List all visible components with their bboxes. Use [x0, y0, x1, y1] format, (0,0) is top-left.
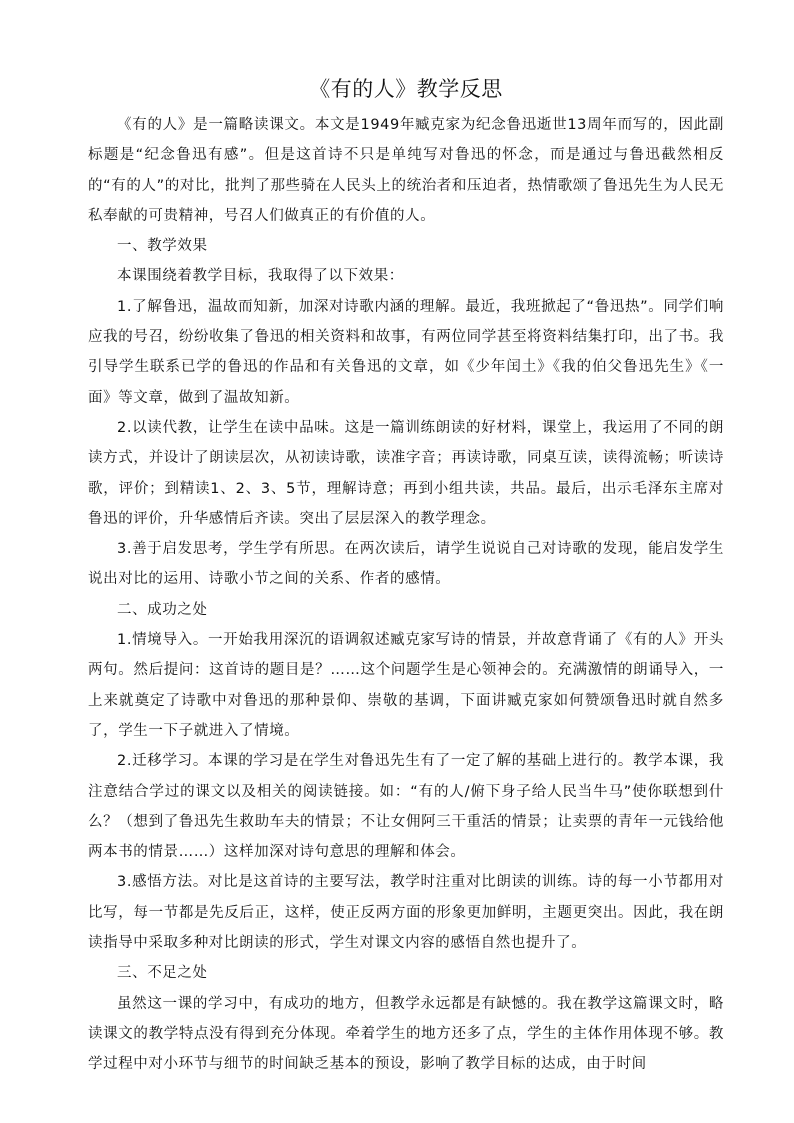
section-heading-teaching-effect: 一、教学效果 — [117, 238, 208, 255]
effect-intro-paragraph: 本课围绕着教学目标，我取得了以下效果： — [117, 268, 404, 285]
effect-item-1: 1.了解鲁迅，温故而知新，加深对诗歌内涵的理解。最近，我班掀起了“鲁迅热”。同学们响应我的号召，纷纷收集了鲁迅的相关资料和故事，有两位同学甚至将资料结集打印，出了书。我引导学生联系已学的鲁迅的作品和有关鲁迅的文章，如《少年闰土》《我的伯父鲁迅先生》《一面》等文章，做到了温故知新。 — [88, 298, 724, 406]
document-title: 《有的人》教学反思 — [309, 77, 503, 101]
section-heading-successes: 二、成功之处 — [117, 601, 208, 618]
success-item-2: 2.迁移学习。本课的学习是在学生对鲁迅先生有了一定了解的基础上进行的。教学本课，我注意结合学过的课文以及相关的阅读链接。如：“有的人/俯下身子给人民当牛马”使你联想到什么？（想到了鲁迅先生救助车夫的情景；不让女佣阿三干重活的情景；让卖票的青年一元钱给他两本书的情景……）这样加深对诗句意思的理解和体会。 — [88, 753, 724, 861]
section-heading-shortcomings: 三、不足之处 — [117, 965, 208, 982]
success-item-1: 1.情境导入。一开始我用深沉的语调叙述臧克家写诗的情景，并故意背诵了《有的人》开头两句。然后提问：这首诗的题目是？……这个问题学生是心领神会的。充满激情的朗诵导入，一上来就奠定了诗歌中对鲁迅的那种景仰、崇敬的基调，下面讲臧克家如何赞颂鲁迅时就自然多了，学生一下子就进入了情境。 — [88, 632, 724, 739]
effect-item-3: 3.善于启发思考，学生学有所思。在两次读后，请学生说说自己对诗歌的发现，能启发学生说出对比的运用、诗歌小节之间的关系、作者的感情。 — [88, 541, 724, 588]
effect-item-2: 2.以读代教，让学生在读中品味。这是一篇训练朗读的好材料，课堂上，我运用了不同的朗读方式，并设计了朗读层次，从初读诗歌，读准字音；再读诗歌，同桌互读，读得流畅；听读诗歌，评价；到精读1、2、3、5节，理解诗意；再到小组共读，共品。最后，出示毛泽东主席对鲁迅的评价，升华感情后齐读。突出了层层深入的教学理念。 — [88, 419, 724, 527]
success-item-3: 3.感悟方法。对比是这首诗的主要写法，教学时注重对比朗读的训练。诗的每一小节都用对比写，每一节都是先反后正，这样，使正反两方面的形象更加鲜明，主题更突出。因此，我在朗读指导中采取多种对比朗读的形式，学生对课文内容的感悟自然也提升了。 — [88, 874, 724, 952]
intro-paragraph: 《有的人》是一篇略读课文。本文是1949年臧克家为纪念鲁迅逝世13周年而写的，因此副标题是“纪念鲁迅有感”。但是这首诗不只是单纯写对鲁迅的怀念，而是通过与鲁迅截然相反的“有的人”的对比，批判了那些骑在人民头上的统治者和压迫者，热情歌颂了鲁迅先生为人民无私奉献的可贵精神，号召人们做真正的有价值的人。 — [88, 117, 724, 224]
shortcomings-paragraph: 虽然这一课的学习中，有成功的地方，但教学永远都是有缺憾的。我在教学这篇课文时，略读课文的教学特点没有得到充分体现。牵着学生的地方还多了点，学生的主体作用体现不够。教学过程中对小环节与细节的时间缺乏基本的预设，影响了教学目标的达成，由于时间 — [88, 995, 724, 1073]
document-page — [88, 72, 724, 1080]
